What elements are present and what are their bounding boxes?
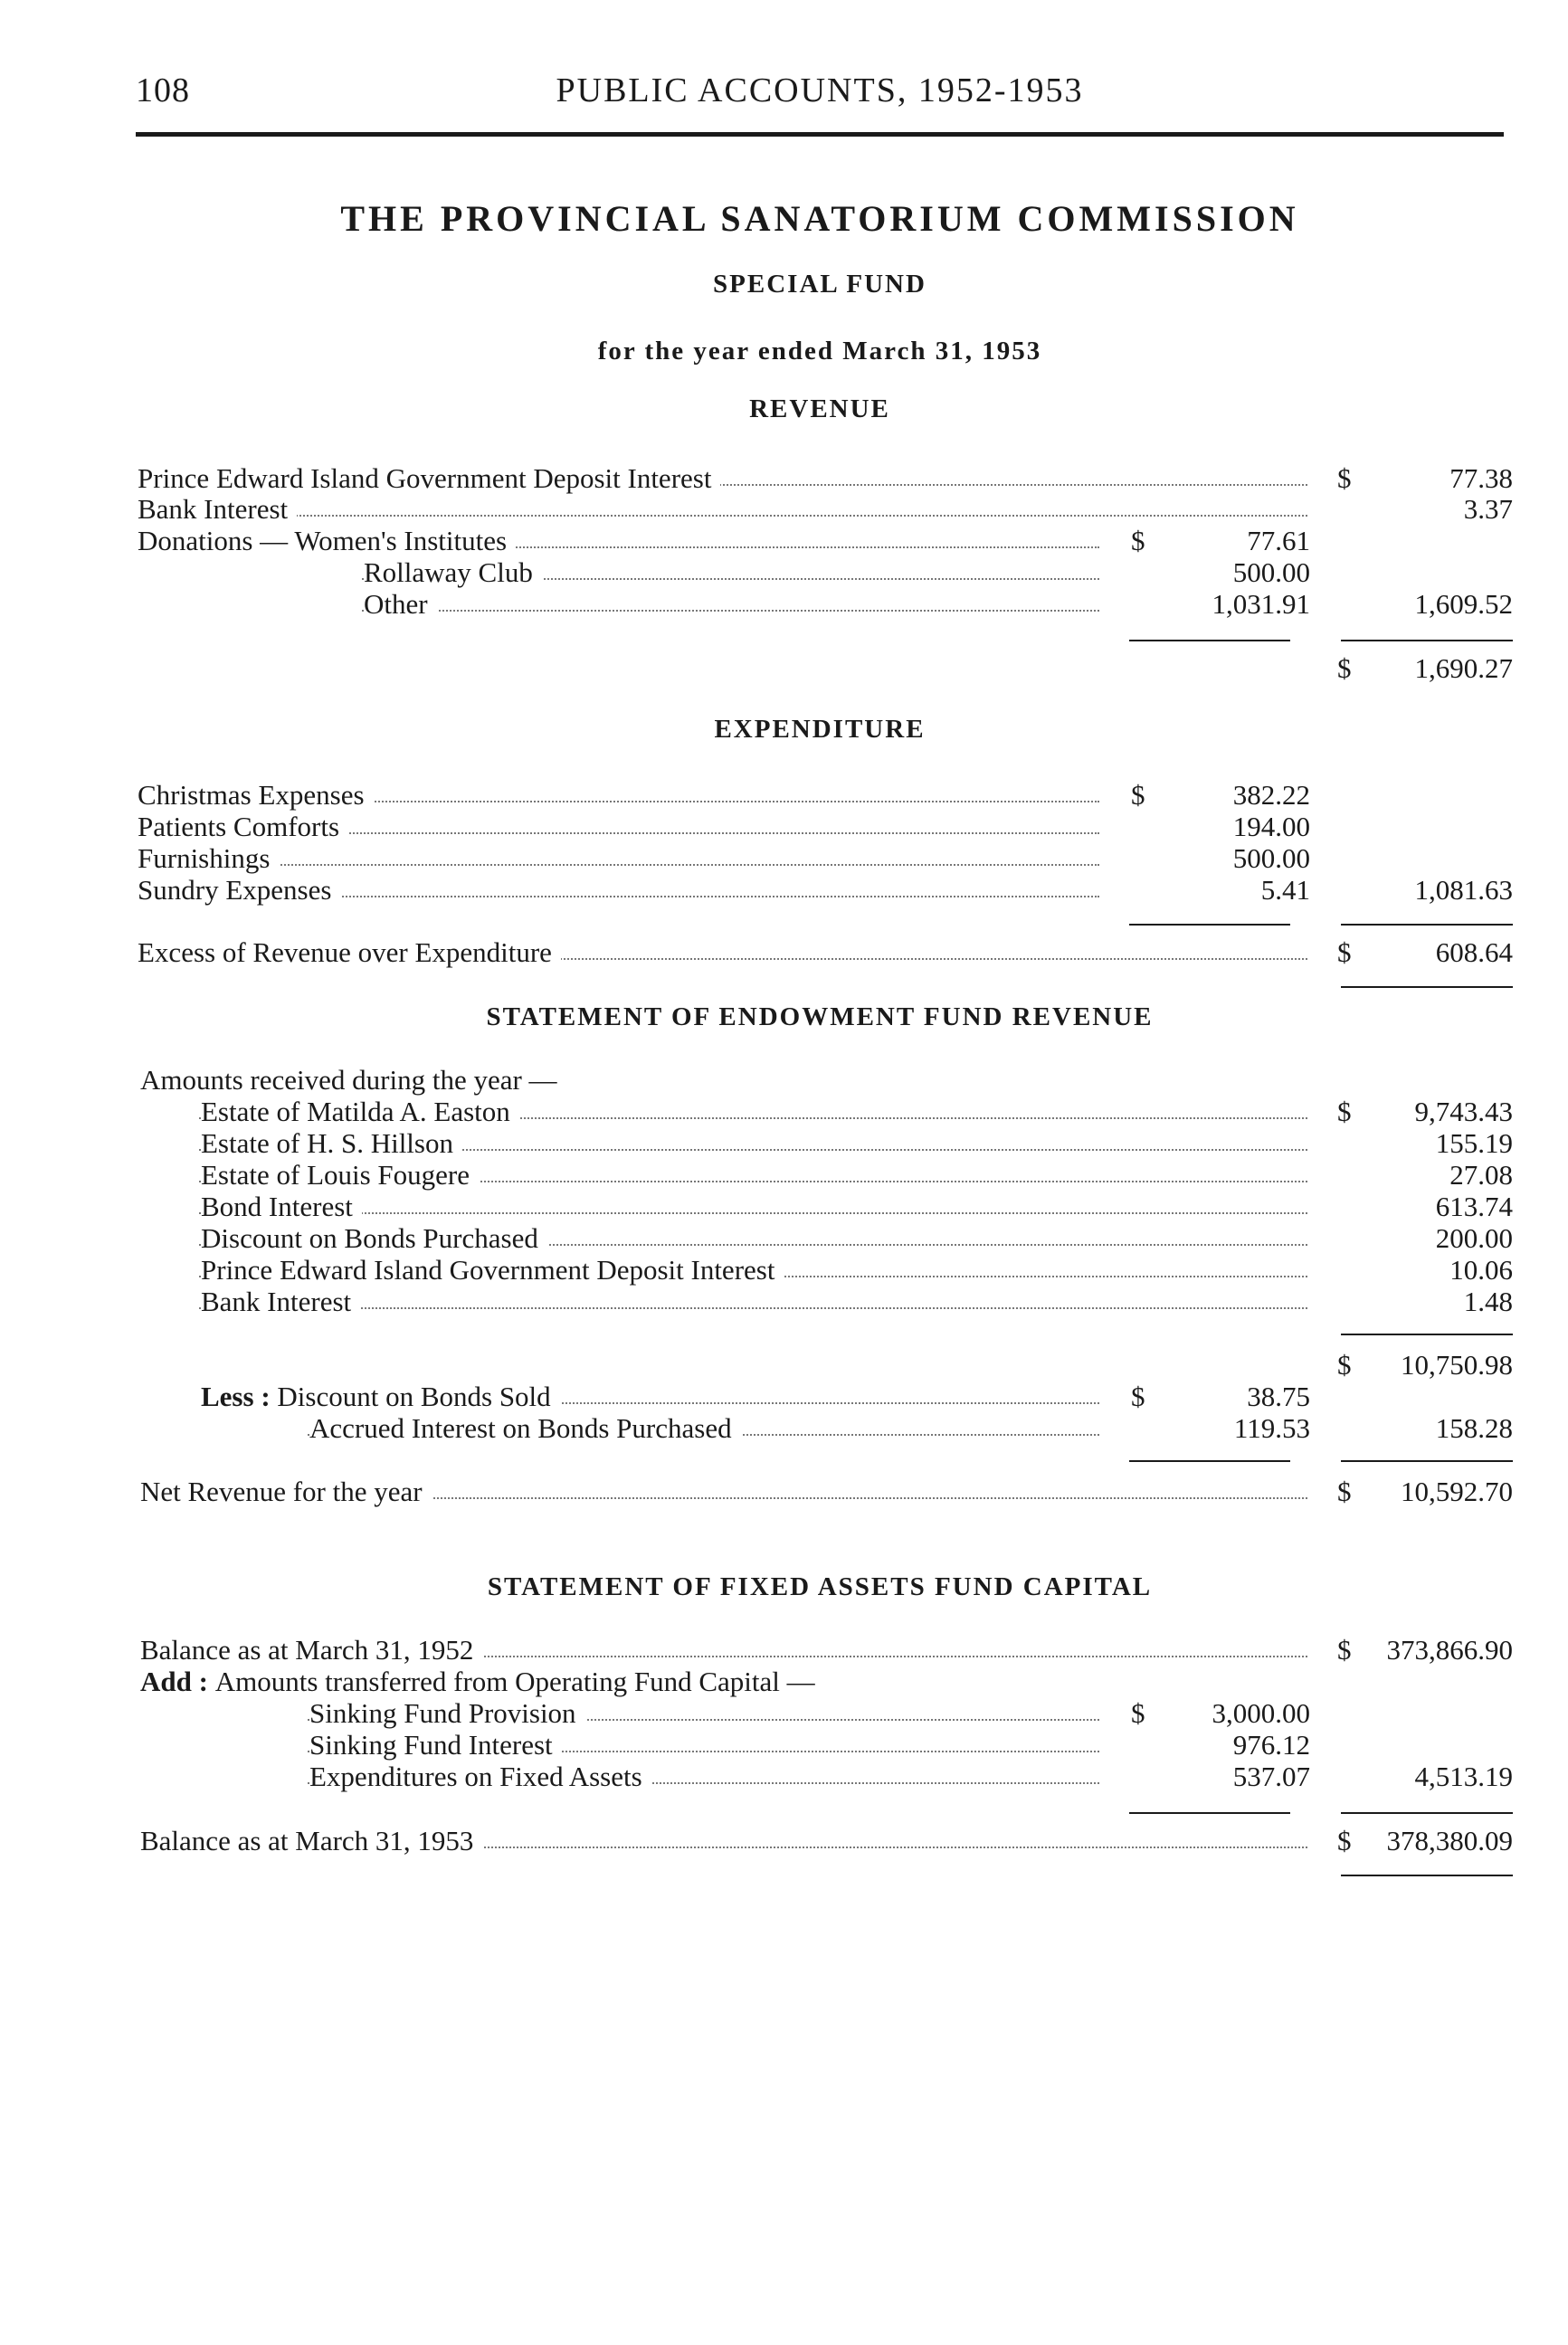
less-discount-row [0, 1381, 1568, 1412]
row-label: Donations — Women's Institutes [138, 526, 516, 556]
sum-rule [1341, 640, 1513, 641]
row-amount: 10,592.70 [1401, 1476, 1513, 1507]
fixed-expenditures-row [0, 1761, 1568, 1792]
row-label: Estate of H. S. Hillson [201, 1128, 462, 1159]
sum-rule [1129, 1812, 1290, 1814]
dollar-sign: $ [1337, 1349, 1352, 1381]
endowment-bank-interest-row [0, 1286, 1568, 1317]
running-title: PUBLIC ACCOUNTS, 1952-1953 [556, 71, 1084, 109]
dollar-sign: $ [1337, 1825, 1352, 1856]
endowment-hillson-row [0, 1128, 1568, 1159]
row-amount: 3.37 [1463, 493, 1513, 525]
endowment-bond-interest-row [0, 1191, 1568, 1222]
dollar-sign: $ [1337, 1634, 1352, 1666]
expenditure-patients-row [0, 812, 1568, 842]
add-keyword: Add : [140, 1666, 208, 1697]
row-label [140, 1666, 824, 1697]
row-label: Prince Edward Island Government Deposit Interest [201, 1255, 784, 1286]
balance-1953-row [0, 1826, 1568, 1856]
page-header [136, 71, 1504, 116]
expenditure-sundry-row [0, 875, 1568, 906]
endowment-subtotal-row [0, 1350, 1568, 1381]
row-amount: 613.74 [1435, 1191, 1513, 1222]
less-keyword: Less : [201, 1381, 271, 1412]
row-label: Sinking Fund Provision [309, 1698, 585, 1729]
row-total: 1,081.63 [1414, 874, 1513, 906]
row-label: Furnishings [138, 843, 279, 874]
excess-row [0, 937, 1568, 968]
row-amount: 382.22 [1232, 779, 1310, 811]
endowment-intro-row [0, 1065, 1568, 1096]
period-title: for the year ended March 31, 1953 [597, 337, 1042, 366]
row-amount: 38.75 [1247, 1381, 1310, 1412]
less-accrued-row [0, 1413, 1568, 1444]
endowment-discount-purchased-row [0, 1223, 1568, 1254]
sum-rule [1341, 1334, 1513, 1335]
row-total: 4,513.19 [1414, 1761, 1513, 1792]
endowment-fougere-row [0, 1160, 1568, 1191]
expenditure-heading: EXPENDITURE [714, 715, 926, 744]
row-label: Net Revenue for the year [140, 1476, 432, 1507]
row-amount: 200.00 [1435, 1222, 1513, 1254]
row-label: Estate of Louis Fougere [201, 1160, 479, 1191]
row-label: Patients Comforts [138, 812, 348, 842]
row-label: Expenditures on Fixed Assets [309, 1761, 651, 1792]
dollar-sign: $ [1337, 462, 1352, 494]
sum-rule [1341, 924, 1513, 926]
row-amount: 194.00 [1232, 811, 1310, 842]
revenue-deposit-interest-row [0, 463, 1568, 494]
expenditure-christmas-row [0, 780, 1568, 811]
row-label: Balance as at March 31, 1953 [140, 1826, 482, 1856]
less-discount-label: Discount on Bonds Sold [277, 1381, 551, 1412]
sinking-interest-row [0, 1730, 1568, 1761]
fund-title: SPECIAL FUND [713, 270, 927, 299]
row-amount: 608.64 [1435, 936, 1513, 968]
row-amount: 77.61 [1247, 525, 1310, 556]
row-label: Estate of Matilda A. Easton [201, 1097, 519, 1127]
row-amount: 10.06 [1449, 1254, 1513, 1286]
add-label: Amounts transferred from Operating Fund Capital — [214, 1666, 815, 1697]
dollar-sign: $ [1337, 1096, 1352, 1127]
sum-rule [1129, 1460, 1290, 1462]
row-label: Bank Interest [138, 494, 297, 525]
row-amount: 77.38 [1449, 462, 1513, 494]
row-total: 158.28 [1435, 1412, 1513, 1444]
row-amount: 155.19 [1435, 1127, 1513, 1159]
row-label: Excess of Revenue over Expenditure [138, 937, 561, 968]
balance-1952-row [0, 1635, 1568, 1666]
row-amount: 1,690.27 [1414, 652, 1513, 684]
row-label: Sinking Fund Interest [309, 1730, 562, 1761]
endowment-easton-row [0, 1097, 1568, 1127]
endowment-pei-deposit-row [0, 1255, 1568, 1286]
total-rule [1341, 986, 1513, 988]
sinking-provision-row [0, 1698, 1568, 1729]
sum-rule [1129, 640, 1290, 641]
total-rule [1341, 1875, 1513, 1876]
row-label: Sundry Expenses [138, 875, 340, 906]
row-label [201, 1381, 560, 1412]
revenue-heading: REVENUE [749, 394, 890, 423]
organization-title: THE PROVINCIAL SANATORIUM COMMISSION [340, 198, 1299, 239]
row-amount: 500.00 [1232, 556, 1310, 588]
expenditure-furnishings-row [0, 843, 1568, 874]
row-label: Amounts received during the year — [140, 1065, 566, 1096]
row-total: 1,609.52 [1414, 588, 1513, 620]
row-label: Bank Interest [201, 1286, 360, 1317]
row-label: Bond Interest [201, 1191, 362, 1222]
revenue-total-row [0, 653, 1568, 684]
row-amount: 537.07 [1232, 1761, 1310, 1792]
row-amount: 3,000.00 [1212, 1697, 1310, 1729]
add-transfer-row [0, 1666, 1568, 1697]
fixed-assets-heading: STATEMENT OF FIXED ASSETS FUND CAPITAL [487, 1572, 1153, 1601]
row-amount: 119.53 [1233, 1412, 1310, 1444]
row-label: Discount on Bonds Purchased [201, 1223, 547, 1254]
sum-rule [1341, 1460, 1513, 1462]
row-label: Christmas Expenses [138, 780, 374, 811]
row-label: Rollaway Club [364, 557, 542, 588]
revenue-womens-institutes-row [0, 526, 1568, 556]
row-label: Prince Edward Island Government Deposit Interest [138, 463, 720, 494]
row-amount: 5.41 [1260, 874, 1310, 906]
dollar-sign: $ [1337, 652, 1352, 684]
endowment-heading: STATEMENT OF ENDOWMENT FUND REVENUE [486, 1002, 1154, 1031]
revenue-rollaway-row [0, 557, 1568, 588]
row-amount: 373,866.90 [1386, 1634, 1513, 1666]
revenue-other-row [0, 589, 1568, 620]
revenue-bank-interest-row [0, 494, 1568, 525]
row-amount: 10,750.98 [1401, 1349, 1513, 1381]
row-amount: 27.08 [1449, 1159, 1513, 1191]
page-number: 108 [136, 71, 190, 109]
dollar-sign: $ [1337, 1476, 1352, 1507]
dollar-sign: $ [1131, 1697, 1145, 1729]
row-amount: 976.12 [1232, 1729, 1310, 1761]
dollar-sign: $ [1131, 1381, 1145, 1412]
dollar-sign: $ [1131, 779, 1145, 811]
dollar-sign: $ [1131, 525, 1145, 556]
net-revenue-row [0, 1476, 1568, 1507]
sum-rule [1341, 1812, 1513, 1814]
row-amount: 9,743.43 [1414, 1096, 1513, 1127]
row-amount: 1,031.91 [1212, 588, 1310, 620]
header-rule [136, 132, 1504, 137]
row-label: Other [364, 589, 437, 620]
row-label: Accrued Interest on Bonds Purchased [309, 1413, 741, 1444]
row-amount: 1.48 [1463, 1286, 1513, 1317]
sum-rule [1129, 924, 1290, 926]
dollar-sign: $ [1337, 936, 1352, 968]
row-amount: 500.00 [1232, 842, 1310, 874]
row-amount: 378,380.09 [1386, 1825, 1513, 1856]
row-label: Balance as at March 31, 1952 [140, 1635, 482, 1666]
